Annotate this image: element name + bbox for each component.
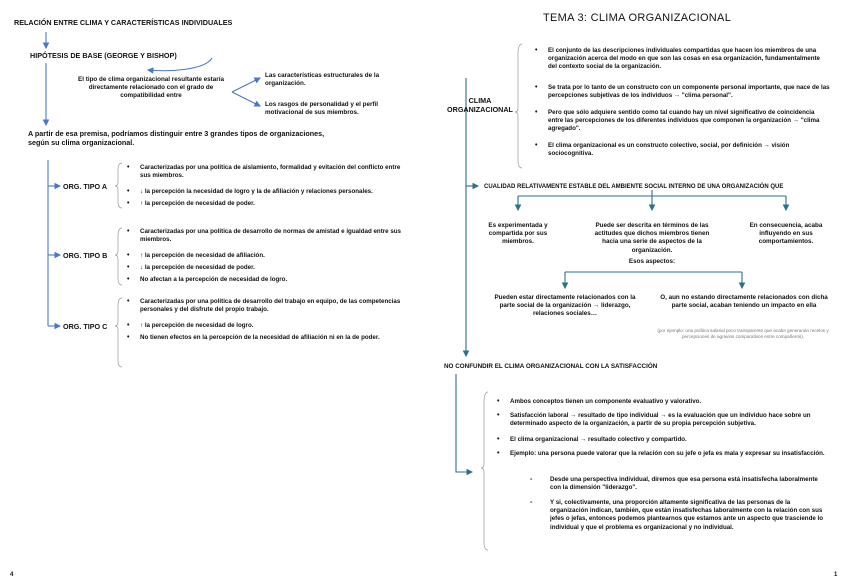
confusion-item: • Satisfacción laboral → resultado de tipo individual → es la evaluación que un individuo hace sobre un determinado aspecto de la organización, a partir de su propia percepción subjetiva.: [510, 412, 832, 428]
aspects-label: Esos aspectos:: [628, 258, 676, 265]
org-a-item: • ↓ la percepción la necesidad de logro y la de afiliación y relaciones personales.: [140, 188, 402, 196]
confusion-item: • Ejemplo: una persona puede valorar que la relación con su jefe o jefa es mala y expresar su insatisfacción.: [510, 450, 832, 458]
confusion-item: • Ambos conceptos tienen un componente evaluativo y valorativo.: [510, 398, 832, 406]
branch-structural: Las características estructurales de la organización.: [265, 72, 380, 88]
hypothesis-label: HIPÓTESIS DE BASE (GEORGE Y BISHOP): [30, 51, 177, 60]
org-b-item: • Caracterizadas por una política de desarrollo de normas de amistad e igualdad entre sus miembros.: [140, 228, 402, 244]
brace-org-c: [115, 298, 122, 367]
brace-org-a: [115, 163, 122, 208]
definition-item: • El conjunto de las descripciones individuales compartidas que hacen los miembros de una organización acerca del modo en que son las cosas en esa organización, fundamentalmente del contexto social de la organización.: [548, 47, 830, 72]
definition-item: • El clima organizacional es un constructo colectivo, social, por definición → visión sociocognitiva.: [548, 142, 830, 158]
org-b-item: • ↓ la percepción de necesidad de poder.: [140, 264, 402, 272]
aspect-indirect: O, aun no estando directamente relacionados con dicha parte social, acaban teniendo un impacto en ella: [660, 294, 828, 310]
org-a-label: ORG. TIPO A: [63, 182, 108, 191]
example-item: - Y si, colectivamente, una proporción altamente significativa de las personas de la organización indican, también, que están insatisfechas laboralmente con la relación con sus jefes o jefas, entonces podemos plantearnos que estamos ante un aspecto que trasciende lo individual y que el problema es organizacional y no individual.: [550, 499, 830, 532]
climate-box-text: El tipo de clima organizacional resultante estaría directamente relacionado con el grado de compatibilidad entre: [78, 76, 224, 100]
quality-col-3: En consecuencia, acaba influyendo en sus comportamientos.: [749, 222, 823, 246]
branch-bottom: [232, 92, 260, 106]
example-item: - Desde una perspectiva individual, diremos que esa persona está insatisfecha laboralmente con la dimensión "liderazgo".: [550, 476, 830, 492]
confusion-trunk: [456, 374, 472, 472]
org-a-item: • Caracterizadas por una política de aislamiento, formalidad y evitación del conflicto entre sus miembros.: [140, 164, 402, 180]
confusion-header: NO CONFUNDIR EL CLIMA ORGANIZACIONAL CON LA SATISFACCIÓN: [444, 363, 658, 370]
org-c-label: ORG. TIPO C: [63, 322, 108, 331]
branch-personality: Los rasgos de personalidad y el perfil motivacional de sus miembros.: [265, 101, 379, 117]
intro-text: A partir de esa premisa, podríamos distinguir entre 3 grandes tipos de organizaciones, según su clima organizacional.: [28, 129, 325, 147]
brace-org-b: [115, 228, 122, 285]
org-b-item: • ↑ la percepción de necesidad de afiliación.: [140, 252, 402, 260]
quality-col-1: Es experimentada y compartida por sus miembros.: [488, 222, 548, 246]
quality-col-2: Puede ser descrita en términos de las actitudes que dichos miembros tienen hacia una serie de aspectos de la organización.: [594, 222, 710, 254]
page-title: TEMA 3: CLIMA ORGANIZACIONAL: [543, 12, 732, 24]
org-b-label: ORG. TIPO B: [63, 251, 108, 260]
left-heading: RELACIÓN ENTRE CLIMA Y CARACTERÍSTICAS INDIVIDUALES: [14, 18, 233, 27]
side-label: CLIMA ORGANIZACIONAL: [447, 96, 513, 114]
org-c-item: • ↑ la percepción de necesidad de logro.: [140, 322, 402, 330]
definition-item: • Pero que sólo adquiere sentido como tal cuando hay un nivel significativo de coincidencia entre las percepciones de los diferentes individuos que componen la organización → "clima agregado".: [548, 109, 830, 134]
branch-top: [232, 78, 260, 92]
confusion-item: • El clima organizacional → resultado colectivo y compartido.: [510, 436, 832, 444]
brace-confusion: [481, 392, 488, 550]
org-c-item: • No tienen efectos en la percepción de la necesidad de afiliación ni en la de poder.: [140, 334, 402, 342]
org-a-item: • ↑ la percepción de necesidad de poder.: [140, 200, 402, 208]
quality-header: CUALIDAD RELATIVAMENTE ESTABLE DEL AMBIENTE SOCIAL INTERNO DE UNA ORGANIZACIÓN QUE: [484, 184, 784, 190]
org-c-item: • Caracterizadas por una política de desarrollo del trabajo en equipo, de las competencias personales y del disfrute del propio trabajo.: [140, 298, 402, 314]
left-page-number: 4: [10, 572, 14, 578]
aspect-note: (por ejemplo: una política salarial poco transparente que acabe generando recelos y percepciones de agravios comparativos entre compañeros).: [657, 328, 829, 339]
definition-item: • Se trata por lo tanto de un constructo con un componente personal importante, que nace de las percepciones subjetivas de los individuos → "clima personal".: [548, 84, 830, 100]
org-b-item: • No afectan a la percepción de necesidad de logro.: [140, 276, 402, 284]
right-page-number: 1: [834, 572, 838, 578]
aspect-social: Pueden estar directamente relacionados con la parte social de la organización → liderazgo, relaciones sociales…: [494, 294, 636, 318]
